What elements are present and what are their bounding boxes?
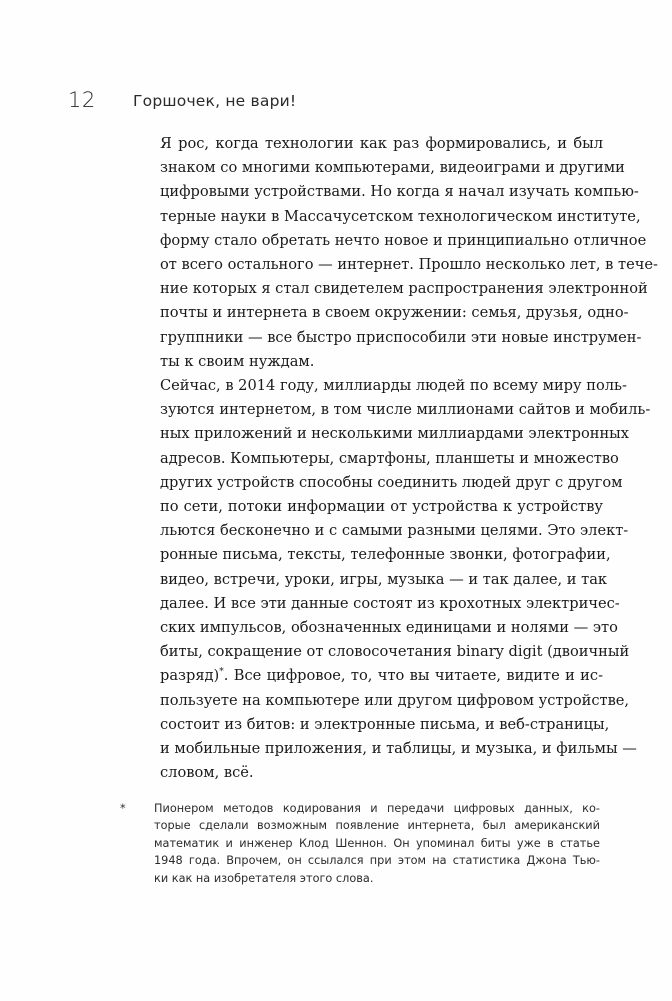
footnote-line: ки как на изобретателя этого слова.: [154, 871, 374, 885]
text-line: группники — все быстро приспособили эти новые инструмен-: [160, 328, 642, 346]
text-line: далее. И все эти данные состоят из крохотных электричес-: [160, 594, 620, 612]
text-line: видео, встречи, уроки, игры, музыка — и так далее, и так: [160, 570, 608, 588]
text-line: Я рос, когда технологии как раз формировались, и был: [160, 135, 603, 152]
text-line: от всего остального — интернет. Прошло несколько лет, в тече-: [160, 256, 658, 274]
text-line: биты, сокращение от словосочетания binary digit (двоичный: [160, 643, 630, 661]
text-line: состоит из битов: и электронные письма, и веб-страницы,: [160, 715, 610, 733]
footnote-text: [154, 800, 600, 887]
main-text: [133, 132, 658, 785]
text-fragment: . Все цифровое, то, что вы читаете, видите и ис-: [223, 667, 603, 685]
text-line: ние которых я стал свидетелем распространения электронной: [160, 280, 648, 298]
footnote-line: 1948 года. Впрочем, он ссылался при этом на статистика Джона Тью-: [154, 854, 600, 868]
text-line: льются бесконечно и с самыми разными целями. Это элект-: [160, 522, 629, 540]
text-line: адресов. Компьютеры, смартфоны, планшеты и множество: [160, 449, 619, 467]
footnote-reference[interactable]: *: [219, 667, 224, 678]
footnote-marker: *: [120, 802, 126, 815]
text-line: ных приложений и несколькими миллиардами электронных: [160, 425, 630, 443]
text-line: других устройств способны соединить людей друг с другом: [160, 473, 623, 491]
text-line: форму стало обретать нечто новое и принципиально отличное: [160, 231, 647, 249]
paragraph-1: [133, 132, 658, 374]
text-line: знаком со многими компьютерами, видеоиграми и другими: [160, 159, 625, 177]
text-line: зуются интернетом, в том числе миллионами сайтов и мобиль-: [160, 401, 651, 419]
footnote-line: математик и инженер Клод Шеннон. Он упоминал биты уже в статье: [154, 836, 600, 850]
chapter-title: Горшочек, не вари!: [133, 92, 297, 110]
text-line: по сети, потоки информации от устройства к устройству: [160, 498, 603, 516]
text-line: почты и интернета в своем окружении: семья, друзья, одно-: [160, 304, 629, 322]
text-line: цифровыми устройствами. Но когда я начал изучать компью-: [160, 183, 639, 201]
footnote-line: Пионером методов кодирования и передачи цифровых данных, ко-: [154, 802, 600, 815]
text-line: ских импульсов, обозначенных единицами и нолями — это: [160, 619, 618, 637]
text-line: терные науки в Массачусетском технологическом институте,: [160, 207, 641, 225]
text-line: словом, всё.: [160, 764, 254, 782]
text-line: ты к своим нуждам.: [160, 352, 315, 370]
text-fragment: разряд): [160, 667, 220, 685]
text-line: ронные письма, тексты, телефонные звонки, фотографии,: [160, 546, 611, 564]
text-line: Сейчас, в 2014 году, миллиарды людей по всему миру поль-: [160, 377, 627, 395]
footnote: [120, 800, 600, 887]
footnote-line: торые сделали возможным появление интернета, был американский: [154, 819, 600, 833]
text-line-with-footnote: [133, 664, 603, 688]
text-line: и мобильные приложения, и таблицы, и музыка, и фильмы —: [160, 740, 637, 758]
text-line: пользуете на компьютере или другом цифровом устройстве,: [160, 691, 630, 709]
paragraph-2: [133, 374, 651, 785]
page-number: 12: [68, 88, 96, 112]
